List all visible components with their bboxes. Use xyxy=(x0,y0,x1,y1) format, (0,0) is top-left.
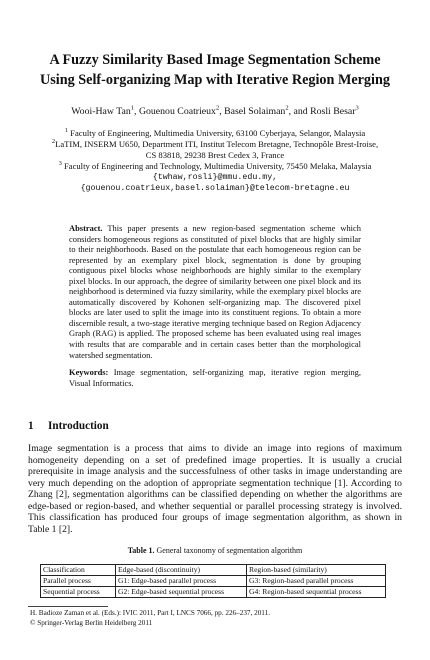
table-cell: Classification xyxy=(41,565,116,576)
intro-body xyxy=(28,443,402,535)
affil-mark: 2 xyxy=(51,138,56,146)
author-separator: , xyxy=(134,106,139,117)
footer-citation: H. Badioze Zaman et al. (Eds.): IVIC 2011, Part I, LNCS 7066, pp. 226–237, 2011. xyxy=(30,609,271,617)
table-cell: G1: Edge-based parallel process xyxy=(116,576,247,587)
section-title: Introduction xyxy=(48,420,109,432)
keywords-label: Keywords: xyxy=(69,367,109,378)
table-cell: Region-based (similarity) xyxy=(247,565,386,576)
title-line-1: A Fuzzy Similarity Based Image Segmentation Scheme xyxy=(49,52,381,68)
table-row xyxy=(41,587,386,598)
abstract-paragraph xyxy=(69,223,361,360)
affil-text: Faculty of Engineering, Multimedia University, 63100 Cyberjaya, Selangor, Malaysia xyxy=(68,128,366,138)
email-line-1[interactable]: {twhaw,rosli}@mmu.edu.my, xyxy=(152,173,278,183)
table-caption-label: Table 1. xyxy=(127,546,155,555)
affil-mark: 3 xyxy=(58,160,62,168)
author-name: Rosli Besar xyxy=(310,106,356,117)
intro-paragraph: Image segmentation is a process that aims to divide an image into regions of maximum homogeneity depending on a set of predefined image properties. It is usually a crucial prerequisite in image analysis and the successfulness of other tasks in image understanding are very much depending on the adoption of appropriate segmentation technique [1]. According to Zhang [2], segmentation algorithms can be classified depending on whether the algorithms are edge-based or region-based, and whether sequential or parallel processing strategy is involved. This classification has produced four groups of image segmentation algorithm, as shown in Table 1 [2]. xyxy=(28,443,402,535)
affiliation-3 xyxy=(10,161,420,172)
author-name: Wooi-Haw Tan xyxy=(71,106,131,117)
author-affil-mark: 2 xyxy=(285,104,289,112)
affiliation-1 xyxy=(10,128,420,139)
section-number: 1 xyxy=(28,420,34,432)
title-line-2: Using Self-organizing Map with Iterative Region Merging xyxy=(40,72,390,88)
author-list xyxy=(0,106,430,117)
abstract-label: Abstract. xyxy=(69,223,103,233)
table-caption-text: General taxonomy of segmentation algorithm xyxy=(154,546,303,555)
affil-text: Faculty of Engineering and Technology, Multimedia University, 75450 Melaka, Malaysia xyxy=(61,161,372,172)
abstract-block xyxy=(69,223,361,388)
taxonomy-table xyxy=(40,564,386,598)
footer xyxy=(30,609,270,628)
affiliations xyxy=(10,128,420,195)
affil-text: LaTIM, INSERM U650, Department ITI, Institut Telecom Bretagne, Technopôle Brest-Iroise, xyxy=(55,139,379,150)
table-cell: G3: Region-based parallel process xyxy=(247,576,386,587)
table-row xyxy=(41,565,386,576)
section-heading xyxy=(28,420,109,432)
table-row xyxy=(41,576,386,587)
affiliation-2-cont: CS 83818, 29238 Brest Cedex 3, France xyxy=(145,150,285,161)
keywords-text: Image segmentation, self-organizing map, iterative region merging, Visual Informatics. xyxy=(69,367,361,388)
footer-copyright: © Springer-Verlag Berlin Heidelberg 2011 xyxy=(30,618,153,627)
paper-title xyxy=(20,50,410,90)
author-separator: , and xyxy=(288,106,311,117)
author-affil-mark: 1 xyxy=(130,104,135,112)
keywords-paragraph xyxy=(69,367,361,388)
affil-mark: 1 xyxy=(64,127,69,135)
table-cell: Edge-based (discontinuity) xyxy=(116,565,247,576)
table-caption xyxy=(0,546,430,555)
author-affil-mark: 2 xyxy=(215,104,220,112)
table-cell: Sequential process xyxy=(41,587,116,598)
author-name: Gouenou Coatrieux xyxy=(138,106,216,117)
author-separator: , xyxy=(219,106,225,117)
table-cell: Parallel process xyxy=(41,576,116,587)
footer-rule xyxy=(28,606,108,607)
table-cell: G4: Region-based sequential process xyxy=(247,587,386,598)
table-cell: G2: Edge-based sequential process xyxy=(116,587,247,598)
abstract-text: This paper presents a new region-based segmentation scheme which considers homogeneous regions as constituted of pixel blocks that are highly similar to their neighborhoods. Based on the postulate that each homogeneous region can be represented by an exemplary pixel block, segmentation is done by grouping contiguous pixel blocks whose neighborhoods are highly similar to the exemplary pixel blocks. In our approach, the degree of similarity between one pixel block and its neighborhood is determined via fuzzy similarity, while the exemplary pixel blocks are automatically discovered by Kohonen self-organizing map. The discovered pixel blocks are later used to split the image into its constituent regions. To obtain a more discernible result, a two-stage iterative merging technique based on Region Adjacency Graph (RAG) is applied. The proposed scheme has been evaluated using real images with results that are comparable and in certain cases better than the morphological watershed segmentation. xyxy=(69,223,361,360)
email-line-2[interactable]: {gouenou.coatrieux,basel.solaiman}@telecom-bretagne.eu xyxy=(80,184,350,194)
affiliation-2 xyxy=(10,139,420,150)
author-name: Basel Solaiman xyxy=(224,106,286,117)
author-affil-mark: 3 xyxy=(355,104,359,112)
